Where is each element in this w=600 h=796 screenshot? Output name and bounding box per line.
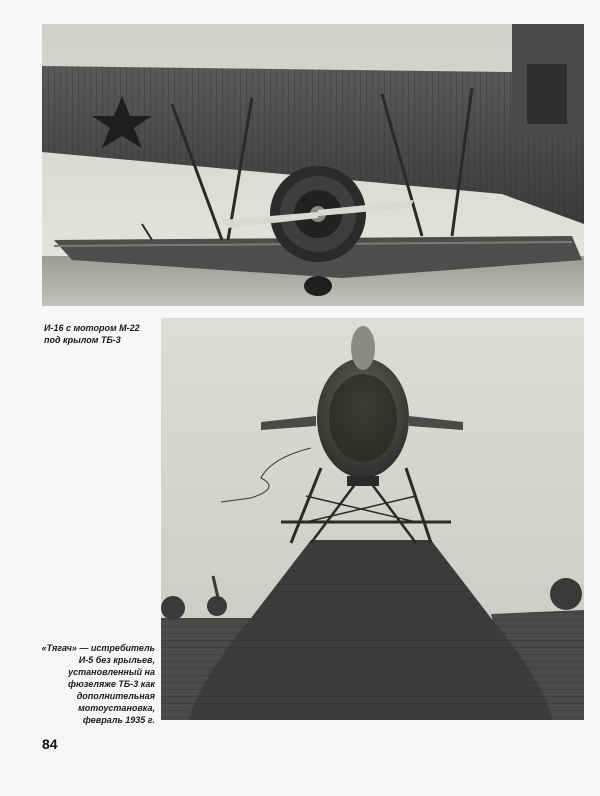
photo-i5-on-fuselage	[161, 318, 584, 720]
figure-caption-top: И-16 с мотором М-22 под крылом ТБ-3	[44, 323, 140, 345]
page-number: 84	[42, 736, 58, 752]
photo-i16-under-wing	[42, 24, 584, 306]
figure-caption-bottom: «Тягач» — истребитель И-5 без крыльев, установленный на фюзеляже ТБ-3 как дополнительная мотоустановка, февраль 1935 г.	[41, 643, 155, 725]
